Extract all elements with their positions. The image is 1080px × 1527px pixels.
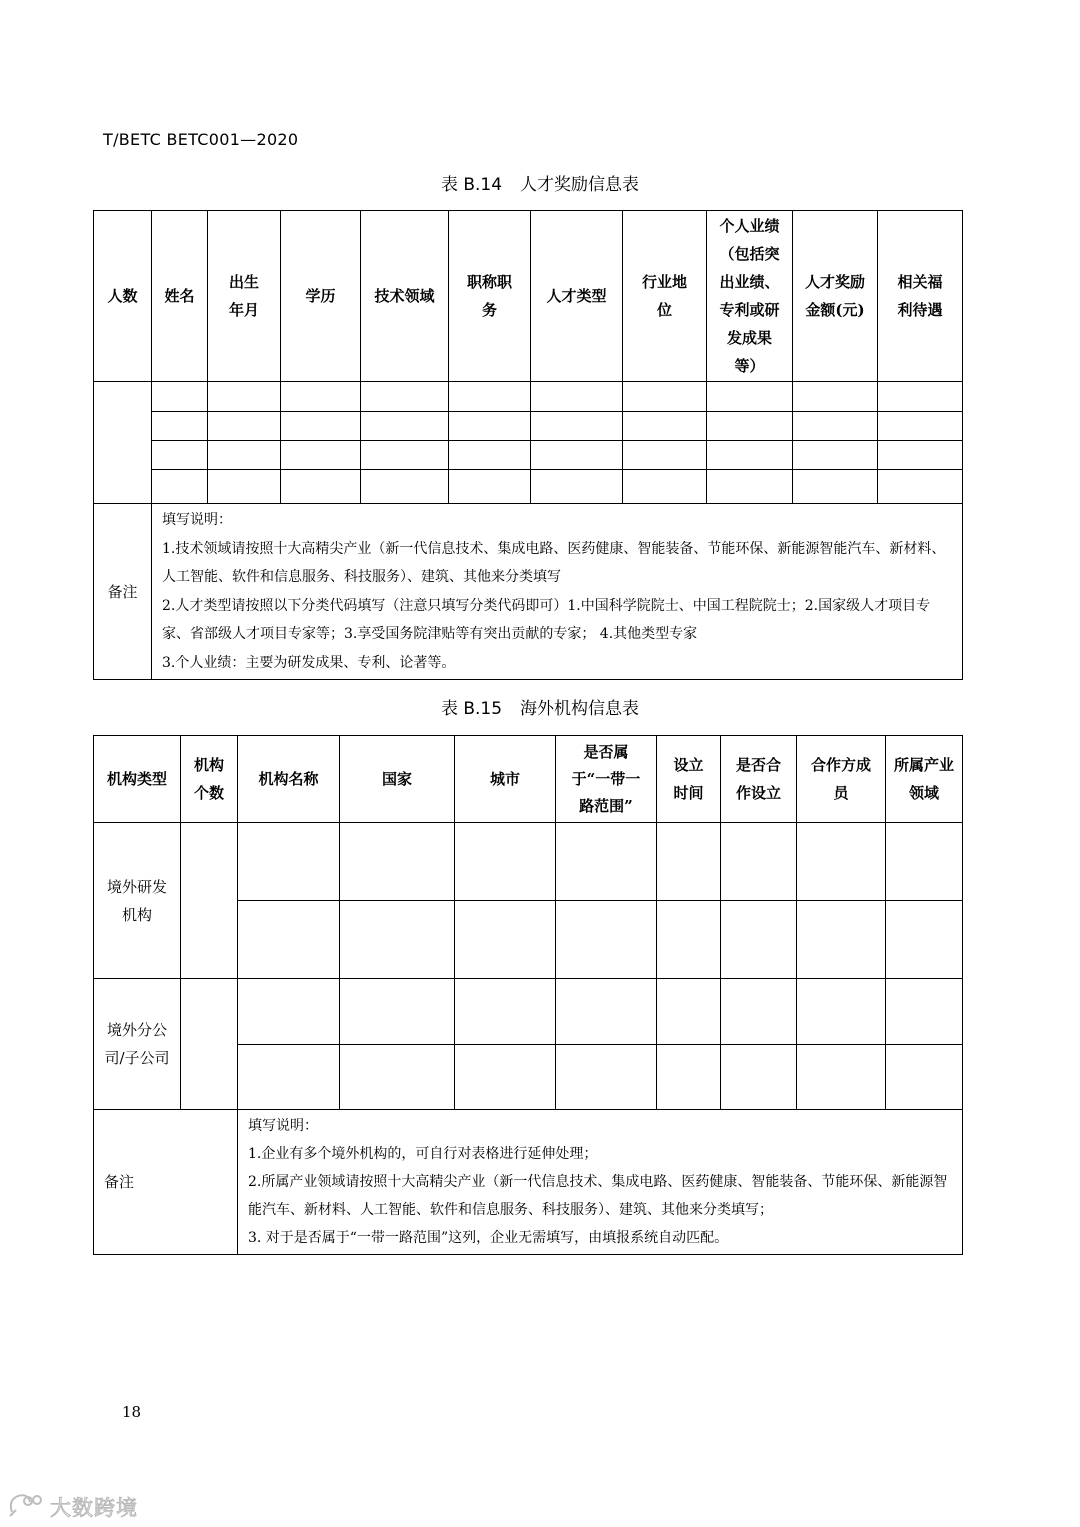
note-item: 3. 对于是否属于“一带一路范围”这列，企业无需填写，由填报系统自动匹配。 [248,1230,729,1246]
watermark-text: 大数跨境 [50,1496,138,1520]
table2-caption-title: 海外机构信息表 [520,699,640,719]
count-cell[interactable] [181,823,238,979]
table-row [94,412,963,441]
table2-header-row [94,736,963,823]
col-header: 合作方成员 [797,736,886,823]
col-header: 学历 [281,211,361,382]
note-item: 1.技术领域请按照十大高精尖产业（新一代信息技术、集成电路、医药健康、智能装备、节能环保、新能源智能汽车、新材料、人工智能、软件和信息服务、科技服务）、建筑、其他来分类填写 [162,540,946,585]
count-cell[interactable] [181,979,238,1110]
remark-label: 备注 [94,1110,238,1255]
notes-title: 填写说明： [162,512,232,528]
note-item: 2.所属产业领域请按照十大高精尖产业（新一代信息技术、集成电路、医药健康、智能装备、节能环保、新能源智能汽车、新材料、人工智能、软件和信息服务、科技服务）、建筑、其他来分类填写； [248,1174,948,1218]
table1-caption-title: 人才奖励信息表 [520,175,640,195]
table-row [94,979,963,1045]
col-header: 技术领域 [361,211,449,382]
col-header: 相关福利待遇 [878,211,963,382]
overseas-institution-table [93,735,963,1255]
note-item: 2.人才类型请按照以下分类代码填写（注意只填写分类代码即可）1.中国科学院院士、中国工程院院士；2.国家级人才项目专家、省部级人才项目专家等；3.享受国务院津贴等有突出贡献的专家； 4.其他类型专家 [162,597,931,642]
table1-header-row [94,211,963,382]
table2-caption-number: 表 B.15 [440,699,503,719]
table1-remark-row [94,504,963,680]
col-header: 所属产业领域 [886,736,963,823]
table-row [94,441,963,470]
remark-notes [238,1110,963,1255]
col-header: 人才奖励金额(元) [793,211,878,382]
note-item: 3.个人业绩：主要为研发成果、专利、论著等。 [162,654,456,671]
col-header: 国家 [340,736,455,823]
table-row [94,470,963,504]
col-header: 个人业绩（包括突出业绩、专利或研发成果等） [707,211,793,382]
col-header: 出生年月 [208,211,281,382]
col-header: 姓名 [152,211,208,382]
col-header: 机构类型 [94,736,181,823]
col-header: 城市 [455,736,556,823]
remark-label: 备注 [94,504,152,680]
col-header: 设立时间 [657,736,721,823]
table1-caption-number: 表 B.14 [440,175,503,195]
count-cell[interactable] [94,382,152,504]
col-header: 人才类型 [531,211,623,382]
table-row [94,382,963,412]
row-group-label: 境外分公司/子公司 [94,979,181,1110]
col-header: 人数 [94,211,152,382]
row-group-label: 境外研发机构 [94,823,181,979]
talent-award-table [93,210,963,680]
col-header: 是否合作设立 [721,736,797,823]
col-header: 机构个数 [181,736,238,823]
col-header: 是否属于“一带一路范围” [556,736,657,823]
col-header: 行业地位 [623,211,707,382]
notes-title: 填写说明： [248,1118,318,1134]
remark-notes [152,504,963,680]
standard-code: T/BETC BETC001—2020 [103,130,299,149]
table2-caption [0,694,1080,719]
table2-remark-row [94,1110,963,1255]
table1-caption [0,170,1080,195]
page-number: 18 [122,1403,142,1421]
note-item: 1.企业有多个境外机构的，可自行对表格进行延伸处理； [248,1146,598,1162]
col-header: 机构名称 [238,736,340,823]
col-header: 职称职务 [449,211,531,382]
table-row [94,823,963,901]
watermark [6,1490,156,1524]
bubble-logo-icon [6,1490,46,1522]
